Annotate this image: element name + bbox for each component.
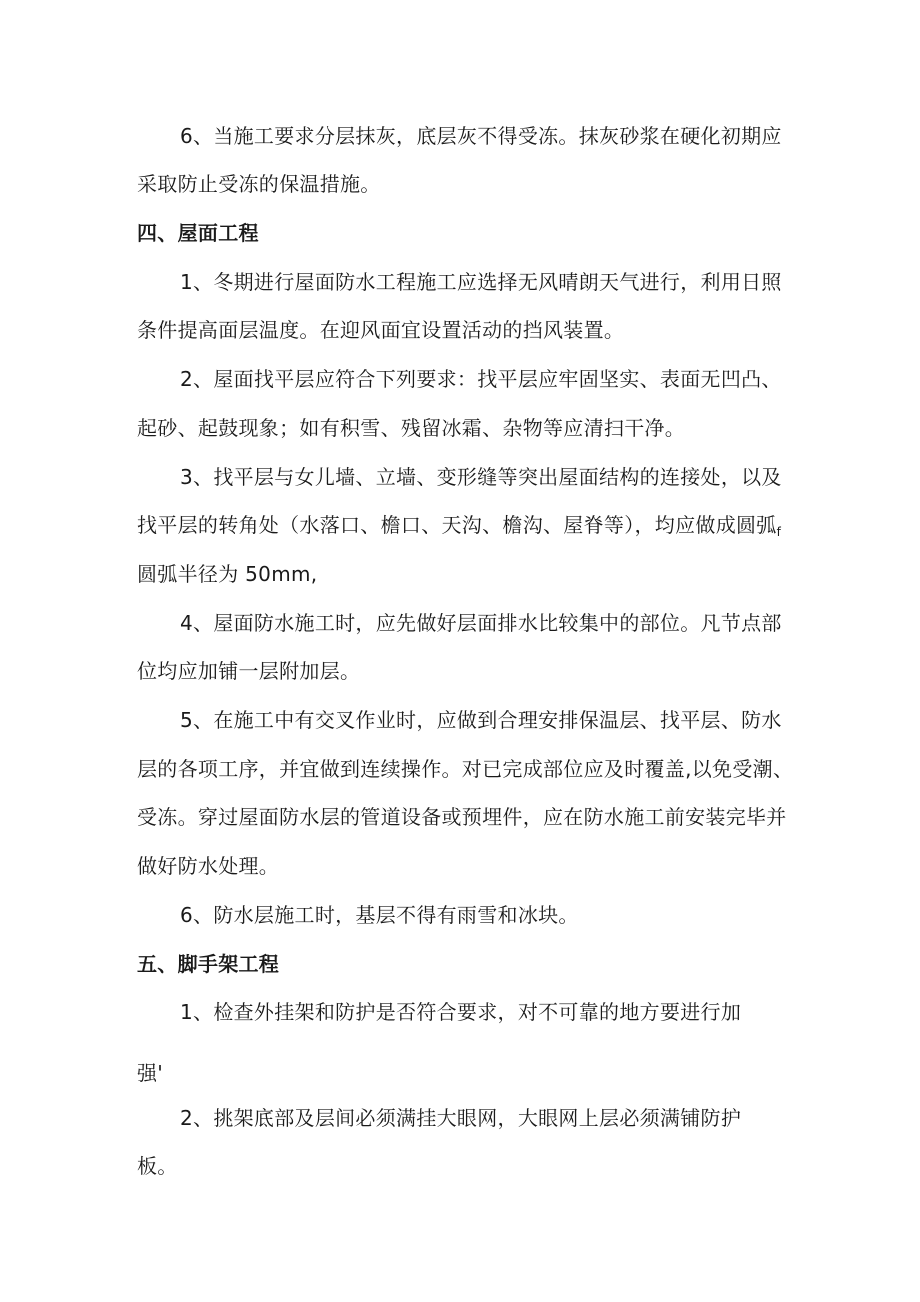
paragraph-line: 圆弧半径为 50mm, (137, 562, 318, 586)
paragraph-line: 1、检查外挂架和防护是否符合要求，对不可靠的地方要进行加 (180, 1000, 742, 1024)
paragraph-line: 层的各项工序，并宜做到连续操作。对已完成部位应及时覆盖,以免受潮、 (137, 757, 794, 781)
paragraph-line-text: 找平层的转角处（水落口、檐口、天沟、檐沟、屋脊等），均应做成圆弧 (137, 513, 777, 537)
paragraph-line: 6、防水层施工时，基层不得有雨雪和冰块。 (180, 903, 579, 927)
paragraph-line: 受冻。穿过屋面防水层的管道设备或预埋件，应在防水施工前安装完毕并 (137, 805, 787, 829)
paragraph-line: 6、当施工要求分层抹灰，底层灰不得受冻。抹灰砂浆在硬化初期应 (180, 124, 782, 148)
paragraph-line: 2、屋面找平层应符合下列要求：找平层应牢固坚实、表面无凹凸、 (180, 367, 782, 391)
paragraph-line: 起砂、起鼓现象；如有积雪、残留冰霜、杂物等应清扫干净。 (137, 416, 686, 440)
paragraph-line: 5、在施工中有交叉作业时，应做到合理安排保温层、找平层、防水 (180, 708, 782, 732)
stray-subscript: f (776, 525, 782, 539)
paragraph-line: 板。 (137, 1154, 178, 1178)
section-heading-roof: 四、屋面工程 (137, 221, 259, 245)
paragraph-line: 1、冬期进行屋面防水工程施工应选择无风晴朗天气进行，利用日照 (180, 270, 782, 294)
paragraph-line: 强' (137, 1061, 164, 1085)
section-heading-scaffold: 五、脚手架工程 (137, 952, 280, 976)
paragraph-line: 4、屋面防水施工时，应先做好层面排水比较集中的部位。凡节点部 (180, 611, 782, 635)
paragraph-line: 做好防水处理。 (137, 854, 280, 878)
paragraph-line: 2、挑架底部及层间必须满挂大眼网，大眼网上层必须满铺防护 (180, 1106, 742, 1130)
paragraph-line (137, 511, 781, 546)
paragraph-line: 条件提高面层温度。在迎风面宜设置活动的挡风装置。 (137, 318, 625, 342)
paragraph-line: 3、找平层与女儿墙、立墙、变形缝等突出屋面结构的连接处，以及 (180, 465, 782, 489)
paragraph-line: 位均应加铺一层附加层。 (137, 659, 361, 683)
paragraph-line: 采取防止受冻的保温措施。 (137, 172, 381, 196)
